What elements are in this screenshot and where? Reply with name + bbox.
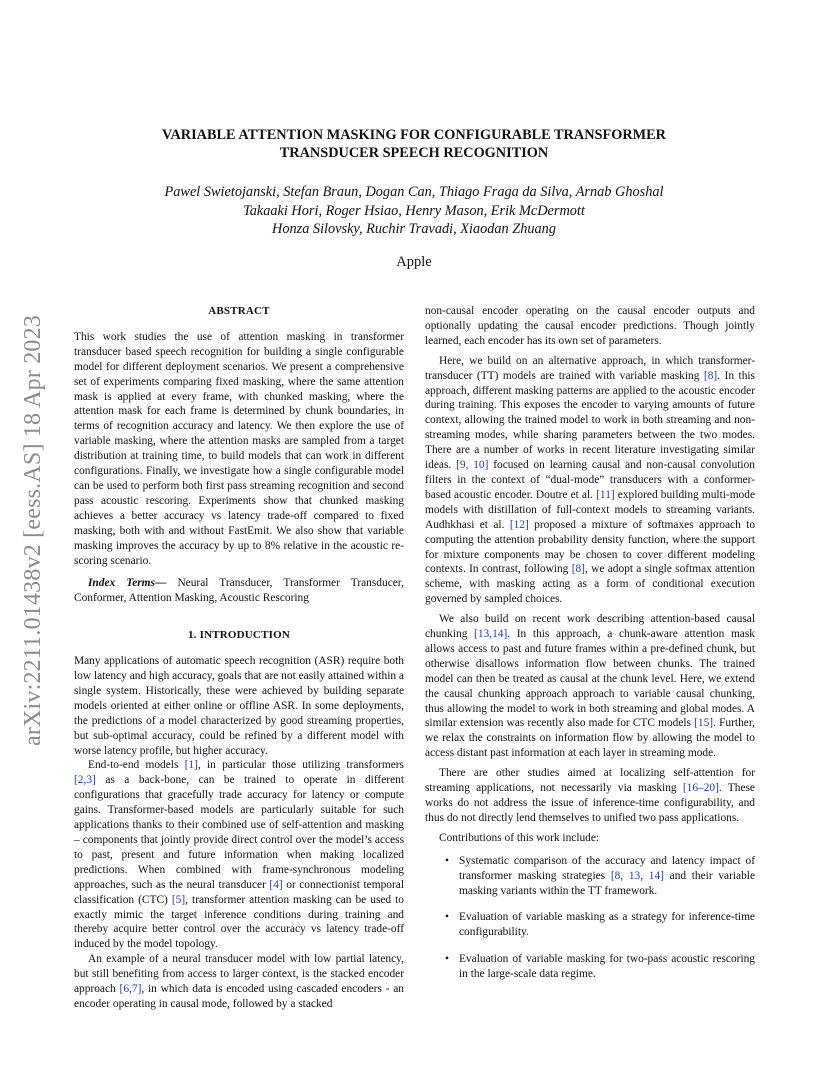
arxiv-identifier: arXiv:2211.01438v2 [eess.AS] 18 Apr 2023 (20, 314, 47, 746)
title-line-2: TRANSDUCER SPEECH RECOGNITION (279, 145, 549, 161)
list-item (445, 910, 755, 940)
text-span: as a back-bone, can be trained to operate in different configurations that gracefully trade accuracy for latency or compute gains. Transformer-based models are particularly suitable for such applications thanks to their combined use of self-attention and masking – components that jointly provide direct control over the model’s access to past, present and future information when making localized predictions. When combined with frame-synchronous modeling approaches, such as the neural transducer (74, 774, 404, 891)
citation-link[interactable]: [12] (509, 518, 529, 531)
text-span: , we adopt a single softmax attention scheme, with masking acting as a form of conditional execution governed by sampled choices. (425, 563, 756, 606)
text-span: proposed a mixture of softmaxes approach to computing the attention probability density function, where the support for mixture components may be chosen to cover different modeling contexts. In contrast, following (425, 518, 756, 576)
text-span: and their variable masking variants within the TT framework. (459, 869, 756, 897)
text-span: End-to-end models (88, 759, 185, 772)
text-span: . These works do not address the issue of inference-time configurability, and thus do not directly lend themselves to unified two pass applications. (425, 782, 755, 824)
authors-line-2: Takaaki Hori, Roger Hsiao, Henry Mason, Erik McDermott (243, 202, 585, 219)
text-span: An example of a neural transducer model with low partial latency, but still benefiting from access to larger context, is the stacked encoder approach (74, 953, 404, 996)
right-column (425, 304, 755, 994)
right-paragraph-2 (425, 354, 755, 607)
text-span: There are other studies aimed at localizing self-attention for streaming applications, not necessarily via masking (425, 767, 755, 795)
abstract-heading: ABSTRACT (208, 305, 270, 317)
text-span: Systematic comparison of the accuracy and latency impact of transformer masking strategies (459, 854, 755, 882)
right-paragraph-1: non-causal encoder operating on the causal encoder outputs and optionally updating the causal encoder predictions. Though jointly learned, each encoder has its own set of parameters. (425, 305, 755, 347)
citation-link[interactable]: [8] (703, 369, 718, 382)
text-span: . In this approach, different masking patterns are applied to the acoustic encoder during training. This exposes the encoder to varying amounts of future context, allowing the trained model to work in both streaming and non-streaming modes, while sharing parameters between the two modes. There are a number of works in recent literature investigating similar ideas. (425, 369, 755, 472)
citation-link[interactable]: [4] (269, 878, 283, 891)
text-span: Here, we build on an alternative approach, in which transformer-transducer (TT) models are trained with variable masking (425, 354, 755, 382)
citation-link[interactable]: [13,14] (474, 628, 508, 641)
right-paragraph-4 (425, 766, 755, 826)
text-span: , in particular those utilizing transformers (197, 759, 404, 772)
bullet-icon: • (445, 911, 449, 924)
citation-link[interactable]: [5] (171, 893, 186, 906)
intro-paragraph-1: Many applications of automatic speech recognition (ASR) require both low latency and high accuracy, goals that are not easily attained within a single system. Historically, these were achieved by building separate models oriented at either online or offline ASR. In some deployments, the predictions of a model characterized by good streaming properties, but sub-optimal accuracy, could be refined by a different model with worse latency profile, but higher accuracy. (74, 655, 404, 757)
left-column (74, 304, 404, 1012)
paper-title (100, 126, 728, 162)
index-terms (74, 576, 404, 606)
affiliation: Apple (396, 254, 432, 270)
title-line-1: VARIABLE ATTENTION MASKING FOR CONFIGURABLE TRANSFORMER (161, 127, 667, 143)
text-span: explored building multi-mode models with distillation of full-context models to streaming variants. Audhkhasi et al. (425, 488, 755, 531)
index-terms-label: Index Terms— (88, 577, 167, 590)
text-span: Evaluation of variable masking as a strategy for inference-time configurability. (459, 911, 755, 939)
citation-link[interactable]: [15] (694, 717, 714, 730)
text-span: Evaluation of variable masking for two-pass acoustic rescoring in the large-scale data regime. (459, 953, 755, 981)
bullet-icon: • (445, 854, 449, 867)
intro-paragraph-2 (74, 758, 404, 952)
text-span: focused on learning causal and non-causal convolution filters in the context of “dual-mode” transducers with a conformer-based acoustic encoder. Doutre et al. (425, 459, 755, 501)
citation-link[interactable]: [11] (596, 488, 615, 501)
authors-line-3: Honza Silovsky, Ruchir Travadi, Xiaodan Zhuang (272, 221, 556, 237)
citation-link[interactable]: [8] (571, 563, 585, 576)
bullet-icon: • (445, 953, 449, 966)
text-span: . In this approach, a chunk-aware attention mask allows access to past and future frames within a pre-defined chunk, but otherwise disallows information flow between chunks. The trained model can then be treated as causal at the chunk level. Here, we extend the causal chunking approach approach to variable causal chunking, thus allowing the model to work in both streaming and global modes. A similar extension was recently also made for CTC models (425, 628, 755, 730)
text-span: We also build on recent work describing attention-based causal chunking (425, 613, 755, 641)
text-span: . Further, we relax the constraints on information flow by allowing the model to access distant past information at each layer in streaming mode. (425, 717, 756, 760)
citation-link[interactable]: [8, 13, 14] (610, 869, 664, 882)
introduction-heading: 1. INTRODUCTION (187, 629, 290, 642)
contributions-list (425, 854, 755, 982)
text-span: or connectionist temporal classification (CTC) (74, 878, 404, 906)
contributions-intro: Contributions of this work include: (439, 831, 600, 844)
arxiv-sidebar (14, 285, 54, 775)
list-item (445, 952, 755, 982)
author-list (100, 183, 728, 239)
index-terms-text: Neural Transducer, Transformer Transducer, Conformer, Attention Masking, Acoustic Rescoring (74, 577, 404, 605)
authors-line-1: Pawel Swietojanski, Stefan Braun, Dogan Can, Thiago Fraga da Silva, Arnab Ghoshal (164, 184, 664, 200)
list-item (445, 854, 755, 899)
text-span: , transformer attention masking can be used to exactly mimic the target inference conditions during training and thereby acquire better control over the accuracy vs latency trade-off induced by the model topology. (74, 893, 405, 951)
abstract-text: This work studies the use of attention masking in transformer transducer based speech recognition for building a single configurable model for different deployment scenarios. We present a comprehensive set of experiments comparing fixed masking, where the same attention mask is applied at every frame, with chunked masking, where the attention mask for each frame is determined by chunk boundaries, in terms of recognition accuracy and latency. We then explore the use of variable masking, where the attention masks are sampled from a target distribution at training time, to build models that can work in different configurations. Finally, we investigate how a single configurable model can be used to perform both first pass streaming recognition and second pass acoustic rescoring. Experiments show that chunked masking achieves a better accuracy vs latency trade-off compared to fixed masking, both with and without FastEmit. We also show that variable masking improves the accuracy by up to 8% relative in the acoustic re-scoring scenario. (74, 330, 404, 567)
citation-link[interactable]: [6,7] (119, 983, 142, 996)
citation-link[interactable]: [16–20] (682, 782, 719, 795)
citation-link[interactable]: [1] (184, 759, 198, 772)
citation-link[interactable]: [2,3] (74, 774, 96, 787)
text-span: , in which data is encoded using cascaded encoders - an encoder operating in causal mode, followed by a stacked (74, 983, 404, 1010)
right-paragraph-3 (425, 612, 755, 761)
intro-paragraph-3 (74, 952, 404, 1012)
citation-link[interactable]: [9, 10] (456, 459, 489, 472)
